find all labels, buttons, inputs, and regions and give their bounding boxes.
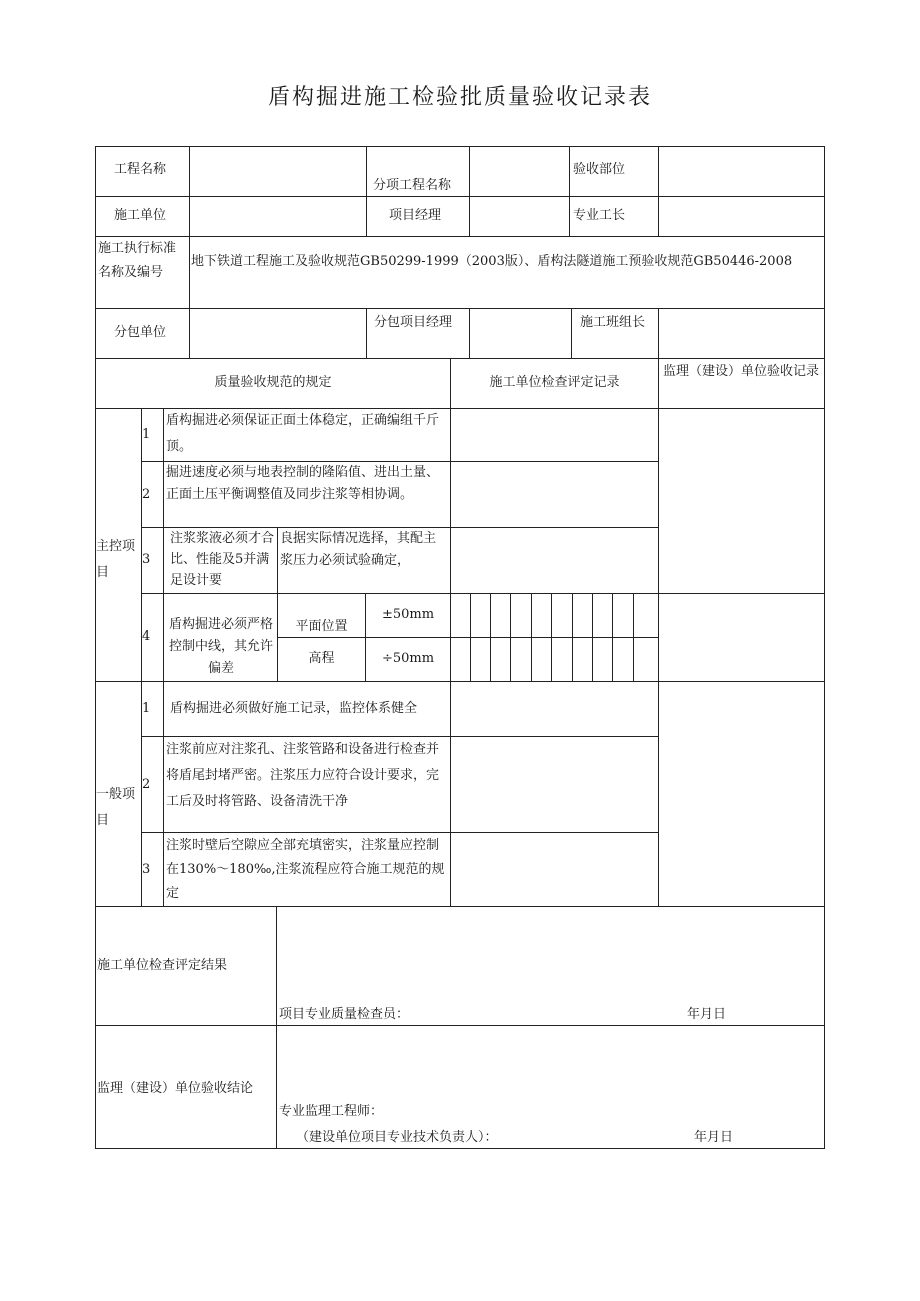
rule xyxy=(658,358,659,906)
main-item-1-text: 盾构掘进必须保证正面土体稳定，正确编组千斤顶。 xyxy=(166,413,440,454)
col-construction-check: 施工单位检查评定记录 xyxy=(489,375,620,390)
general-item-3-text: 注浆时壁后空隙应全部充填密实，注浆量应控制在130%～180‰,注浆流程应符合施工规范的规定 xyxy=(166,838,445,901)
main-item-4-text: 盾构掘进必须严格控制中线，其允许偏差 xyxy=(168,617,273,676)
conclusion-label: 监理（建设）单位验收结论 xyxy=(97,1081,254,1096)
rule xyxy=(141,832,658,833)
general-item-1-no: 1 xyxy=(142,701,151,716)
page-title: 盾构掘进施工检验批质量验收记录表 xyxy=(267,85,652,110)
rule xyxy=(450,358,451,906)
rule xyxy=(469,308,470,358)
foreman-label: 专业工长 xyxy=(573,208,626,223)
rule xyxy=(163,408,164,906)
sub-plane-tolerance: ±50mm xyxy=(381,607,435,622)
rule xyxy=(633,593,634,681)
rule xyxy=(658,308,659,358)
rule xyxy=(824,146,825,1149)
sub-project-label: 分项工程名称 xyxy=(373,178,452,193)
main-item-3-text-right: 良据实际情况选择，其配主浆压力必须试验确定， xyxy=(280,531,437,568)
rule xyxy=(189,146,190,358)
general-item-2-text: 注浆前应对注浆孔、注浆管路和设备进行检查并将盾尾封堵严密。注浆压力应符合设计要求，完工后及时将管路、设备清洗干净 xyxy=(166,742,440,809)
rule xyxy=(531,593,532,681)
sub-plane-name: 平面位置 xyxy=(295,619,348,634)
main-item-2-text: 掘进速度必须与地表控制的隆陷值、进出土量、正面土压平衡调整值及同步注浆等相协调。 xyxy=(166,465,440,502)
rule xyxy=(95,681,825,682)
project-manager-label: 项目经理 xyxy=(389,208,442,223)
rule xyxy=(551,593,552,681)
rule xyxy=(470,593,471,681)
rule xyxy=(95,146,825,147)
general-item-3-no: 3 xyxy=(142,862,151,877)
general-label: 一般项目 xyxy=(96,787,136,828)
main-item-3-no: 3 xyxy=(142,552,151,567)
general-item-2-no: 2 xyxy=(142,777,151,792)
rule xyxy=(141,593,825,594)
main-item-2-no: 2 xyxy=(142,487,151,502)
rule xyxy=(510,593,511,681)
rule xyxy=(95,196,825,197)
rule xyxy=(490,593,491,681)
rule xyxy=(658,146,659,236)
rule xyxy=(366,146,367,236)
conclusion-engineer: 专业监理工程师： xyxy=(279,1104,384,1119)
main-item-1-no: 1 xyxy=(142,427,151,442)
rule xyxy=(612,593,613,681)
general-item-1-text: 盾构掘进必须做好施工记录，监控体系健全 xyxy=(170,701,418,716)
rule xyxy=(276,906,277,1149)
main-item-3-text-left: 注浆浆液必须才合比、性能及5并满足设计要 xyxy=(170,531,275,588)
rule xyxy=(95,146,96,1149)
conclusion-date: 年月日 xyxy=(694,1130,734,1145)
col-spec: 质量验收规范的规定 xyxy=(214,375,332,390)
rule xyxy=(469,146,470,236)
result-date: 年月日 xyxy=(687,1007,727,1022)
rule xyxy=(572,593,573,681)
standard-label: 施工执行标准名称及编号 xyxy=(98,241,177,280)
construction-unit-label: 施工单位 xyxy=(114,208,167,223)
rule xyxy=(95,236,825,237)
rule xyxy=(569,146,570,236)
main-control-label: 主控项目 xyxy=(96,539,136,580)
rule xyxy=(366,308,367,358)
result-label: 施工单位检查评定结果 xyxy=(97,958,228,973)
rule xyxy=(592,593,593,681)
standard-value: 地下铁道工程施工及验收规范GB50299-1999（2003版）、盾构法隧道施工预验收规范GB50446-2008 xyxy=(191,254,793,269)
subcontractor-label: 分包单位 xyxy=(114,325,167,340)
rule xyxy=(95,308,825,309)
rule xyxy=(95,358,825,359)
conclusion-owner-rep: （建设单位项目专业技术负责人）： xyxy=(296,1130,498,1145)
result-inspector: 项目专业质量检查员： xyxy=(279,1007,410,1022)
sub-elevation-name: 高程 xyxy=(308,651,335,666)
team-leader-label: 施工班组长 xyxy=(580,315,646,330)
project-name-label: 工程名称 xyxy=(114,162,167,177)
rule xyxy=(571,308,572,358)
sub-pm-label: 分包项目经理 xyxy=(374,315,453,330)
main-item-4-no: 4 xyxy=(142,629,151,644)
sub-elevation-tolerance: ÷50mm xyxy=(381,651,435,666)
col-supervision-check: 监理（建设）单位验收记录 xyxy=(662,364,819,379)
acceptance-part-label: 验收部位 xyxy=(573,162,626,177)
rule xyxy=(95,906,825,907)
